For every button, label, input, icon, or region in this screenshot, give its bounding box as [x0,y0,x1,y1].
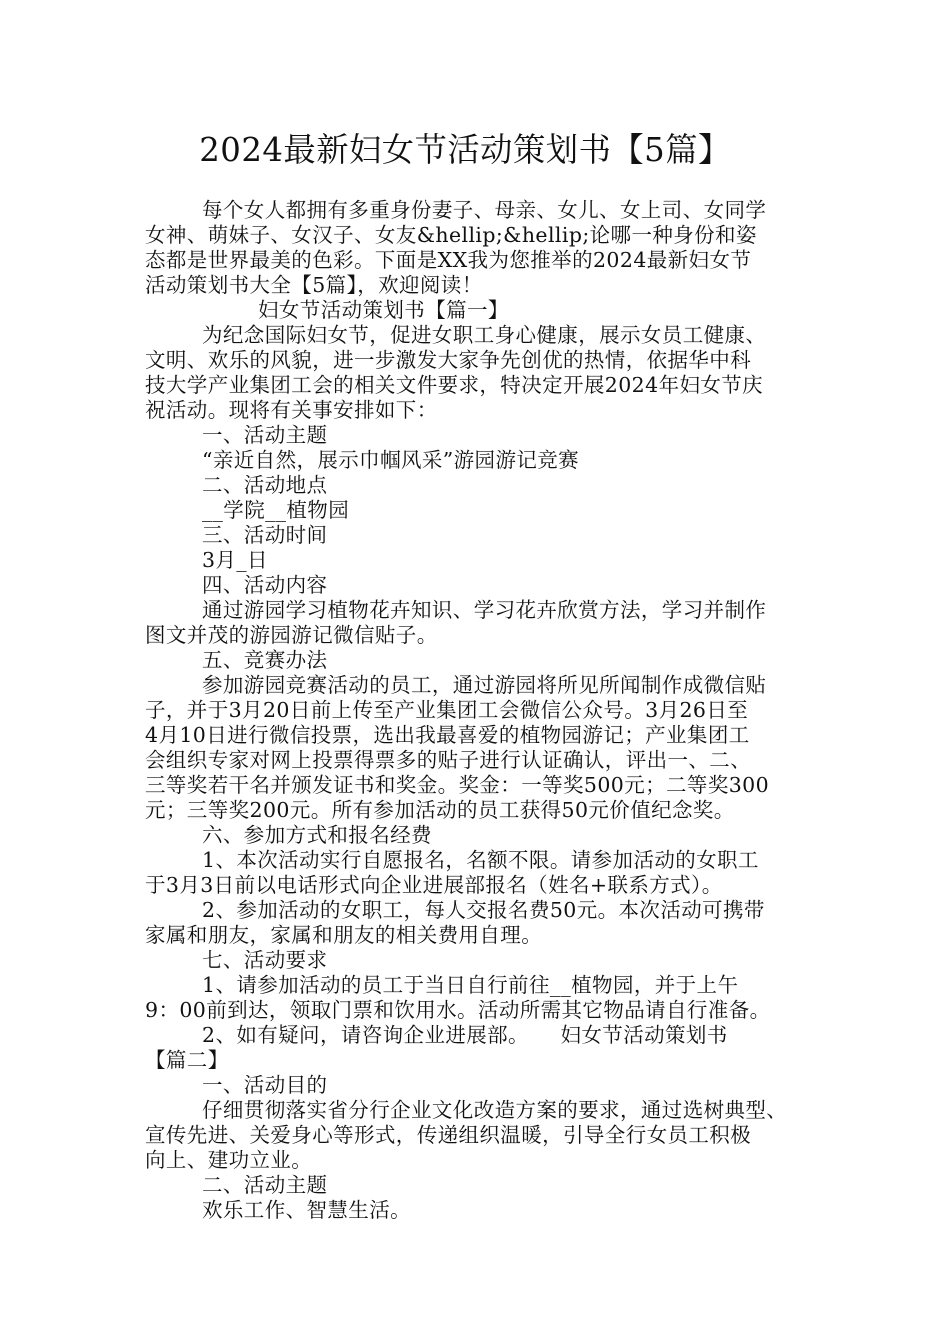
section-heading: 妇女节活动策划书【篇一】 [258,298,509,322]
body-line: 9：00前到达，领取门票和饮用水。活动所需其它物品请自行准备。 [145,998,771,1022]
section-heading: 【篇二】 [145,1048,229,1072]
subheading: 四、活动内容 [202,573,328,597]
body-line: 祝活动。现将有关事安排如下： [145,398,438,422]
body-line: 欢乐工作、智慧生活。 [202,1198,411,1222]
body-line: 每个女人都拥有多重身份妻子、母亲、女儿、女上司、女同学 [202,198,767,222]
body-line: 三等奖若干名并颁发证书和奖金。奖金：一等奖500元；二等奖300 [145,773,770,797]
subheading: 三、活动时间 [202,523,328,547]
subheading: 七、活动要求 [202,948,328,972]
body-line: 通过游园学习植物花卉知识、学习花卉欣赏方法，学习并制作 [202,598,767,622]
body-line: 于3月3日前以电话形式向企业进展部报名（姓名+联系方式）。 [145,873,723,897]
body-line: 宣传先进、关爱身心等形式，传递组织温暖，引导全行女员工积极 [145,1123,752,1147]
subheading: 一、活动主题 [202,423,328,447]
body-line: 技大学产业集团工会的相关文件要求，特决定开展2024年妇女节庆 [145,373,764,397]
document-title: 2024最新妇女节活动策划书【5篇】 [199,130,731,169]
body-line: 2、参加活动的女职工，每人交报名费50元。本次活动可携带 [202,898,765,922]
body-line: “亲近自然，展示巾帼风采”游园游记竞赛 [202,448,580,472]
subheading: 六、参加方式和报名经费 [202,823,432,847]
subheading: 二、活动主题 [202,1173,328,1197]
body-line: __学院__植物园 [202,498,350,522]
body-line: 4月10日进行微信投票，选出我最喜爱的植物园游记；产业集团工 [145,723,750,747]
body-line: 女神、萌妹子、女汉子、女友&hellip;&hellip;论哪一种身份和姿 [145,223,757,247]
body-line: 仔细贯彻落实省分行企业文化改造方案的要求，通过选树典型、 [202,1098,788,1122]
subheading: 二、活动地点 [202,473,328,497]
body-line: 子，并于3月20日前上传至产业集团工会微信公众号。3月26日至 [145,698,749,722]
body-line: 活动策划书大全【5篇】，欢迎阅读！ [145,273,483,297]
body-line: 参加游园竞赛活动的员工，通过游园将所见所闻制作成微信贴 [202,673,767,697]
body-line: 向上、建功立业。 [145,1148,313,1172]
body-line: 图文并茂的游园游记微信贴子。 [145,623,438,647]
body-line: 会组织专家对网上投票得票多的贴子进行认证确认，评出一、二、 [145,748,752,772]
body-line: 1、本次活动实行自愿报名，名额不限。请参加活动的女职工 [202,848,759,872]
body-line: 为纪念国际妇女节，促进女职工身心健康，展示女员工健康、 [202,323,767,347]
body-line: 3月_日 [202,548,268,572]
body-line: 1、请参加活动的员工于当日自行前往__植物园，并于上午 [202,973,739,997]
subheading: 一、活动目的 [202,1073,328,1097]
body-line: 文明、欢乐的风貌，进一步激发大家争先创优的热情，依据华中科 [145,348,752,372]
subheading: 五、竞赛办法 [202,648,328,672]
body-line: 元；三等奖200元。所有参加活动的员工获得50元价值纪念奖。 [145,798,735,822]
body-line: 家属和朋友，家属和朋友的相关费用自理。 [145,923,543,947]
body-line: 2、如有疑问，请咨询企业进展部。 妇女节活动策划书 [202,1023,728,1047]
body-line: 态都是世界最美的色彩。下面是XX我为您推举的2024最新妇女节 [145,248,752,272]
